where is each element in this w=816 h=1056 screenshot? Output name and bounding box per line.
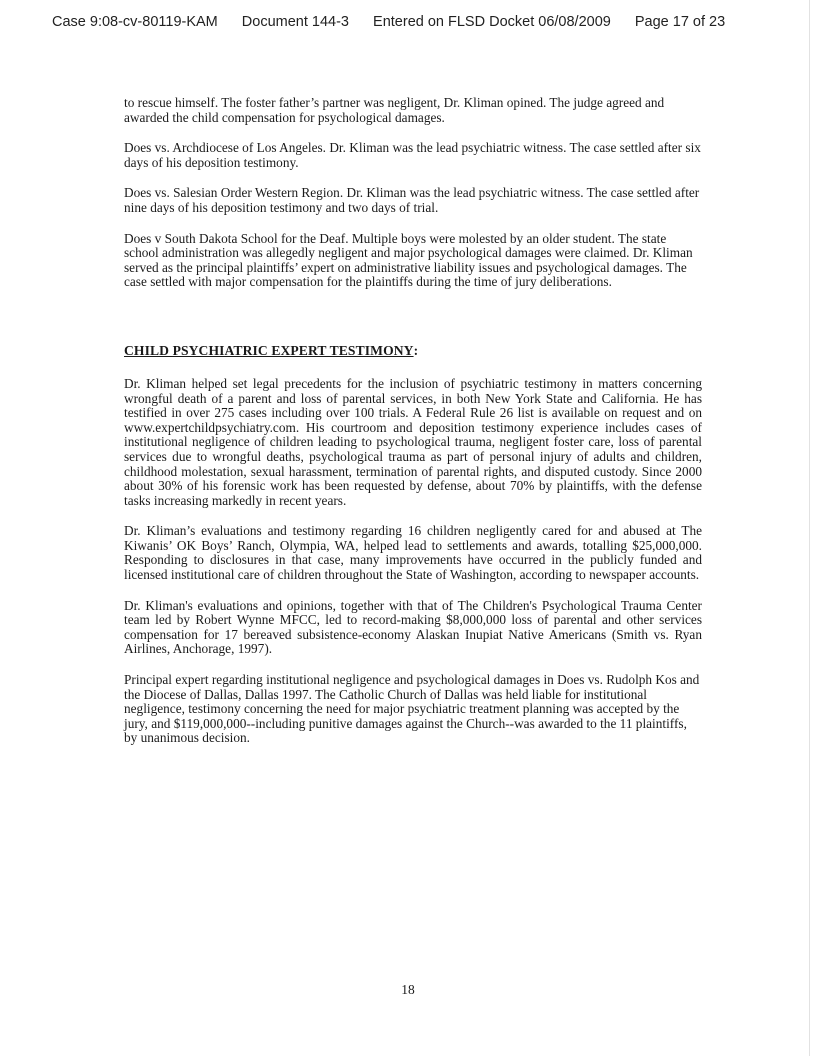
docket-header — [52, 14, 786, 30]
paragraph: Principal expert regarding institutional negligence and psychological damages in Does vs. Rudolph Kos and the Diocese of Dallas, Dallas 1997. The Catholic Church of Dallas was held liable for institutional negligence, testimony concerning the need for major psychiatric treatment planning was accepted by the jury, and $119,000,000--including punitive damages against the Church--was awarded to the 11 plaintiffs, by unanimous decision. — [124, 672, 700, 746]
section-title: CHILD PSYCHIATRIC EXPERT TESTIMONY — [124, 342, 414, 358]
docket-page: Page 17 of 23 — [634, 14, 726, 30]
paragraph: Dr. Kliman’s evaluations and testimony regarding 16 children negligently cared for and abused at The Kiwanis’ OK Boys’ Ranch, Olympia, WA, helped lead to settlements and awards, totalling $25,000,000. Responding to disclosures in that case, many improvements have occurred in the publicly funded and licensed institutional care of children throughout the State of Washington, according to newspaper accounts. — [124, 523, 702, 583]
page-number: 18 — [401, 982, 415, 997]
paragraph: Dr. Kliman's evaluations and opinions, together with that of The Children's Psychological Trauma Center team led by Robert Wynne MFCC, led to record-making $8,000,000 loss of parental and other services compensation for 17 bereaved subsistence-economy Alaskan Inupiat Native Americans (Smith vs. Ryan Airlines, Anchorage, 1997). — [124, 597, 702, 657]
paragraph: Dr. Kliman helped set legal precedents for the inclusion of psychiatric testimony in matters concerning wrongful death of a parent and loss of parental services, in both New York State and California. He has testified in over 275 cases including over 100 trials. A Federal Rule 26 list is available on request and on www.expertchildpsychiatry.com. His courtroom and deposition testimony experience includes cases of institutional negligence of children leading to psychological trauma, negligent foster care, loss of parental services due to wrongful deaths, psychological trauma as part of personal injury of adults and children, childhood molestation, sexual harassment, termination of parental rights, and disputed custody. Since 2000 about 30% of his forensic work has been requested by defense, about 70% by plaintiffs, with the defense tasks increasing markedly in recent years. — [124, 375, 702, 508]
docket-entry: Entered on FLSD Docket 06/08/2009 — [373, 14, 611, 30]
paragraph: Does vs. Salesian Order Western Region. Dr. Kliman was the lead psychiatric witness. The case settled after nine days of his deposition testimony and two days of trial. — [124, 185, 700, 215]
section-heading — [124, 343, 702, 359]
document-number: Document 144-3 — [241, 14, 349, 30]
scan-edge — [809, 0, 810, 1056]
document-body — [124, 96, 702, 762]
paragraph: Does vs. Archdiocese of Los Angeles. Dr. Kliman was the lead psychiatric witness. The case settled after six days of his deposition testimony. — [124, 140, 701, 170]
section-colon: : — [413, 342, 419, 358]
paragraph: Does v South Dakota School for the Deaf. Multiple boys were molested by an older student. The state school administration was allegedly negligent and major psychological damages were claimed. Dr. Kliman served as the principal plaintiffs’ expert on administrative liability issues and psychological damages. The case settled with major compensation for the plaintiffs during the time of jury deliberations. — [124, 230, 693, 290]
case-number: Case 9:08-cv-80119-KAM — [52, 14, 218, 30]
paragraph: to rescue himself. The foster father’s partner was negligent, Dr. Kliman opined. The judge agreed and awarded the child compensation for psychological damages. — [124, 95, 665, 125]
